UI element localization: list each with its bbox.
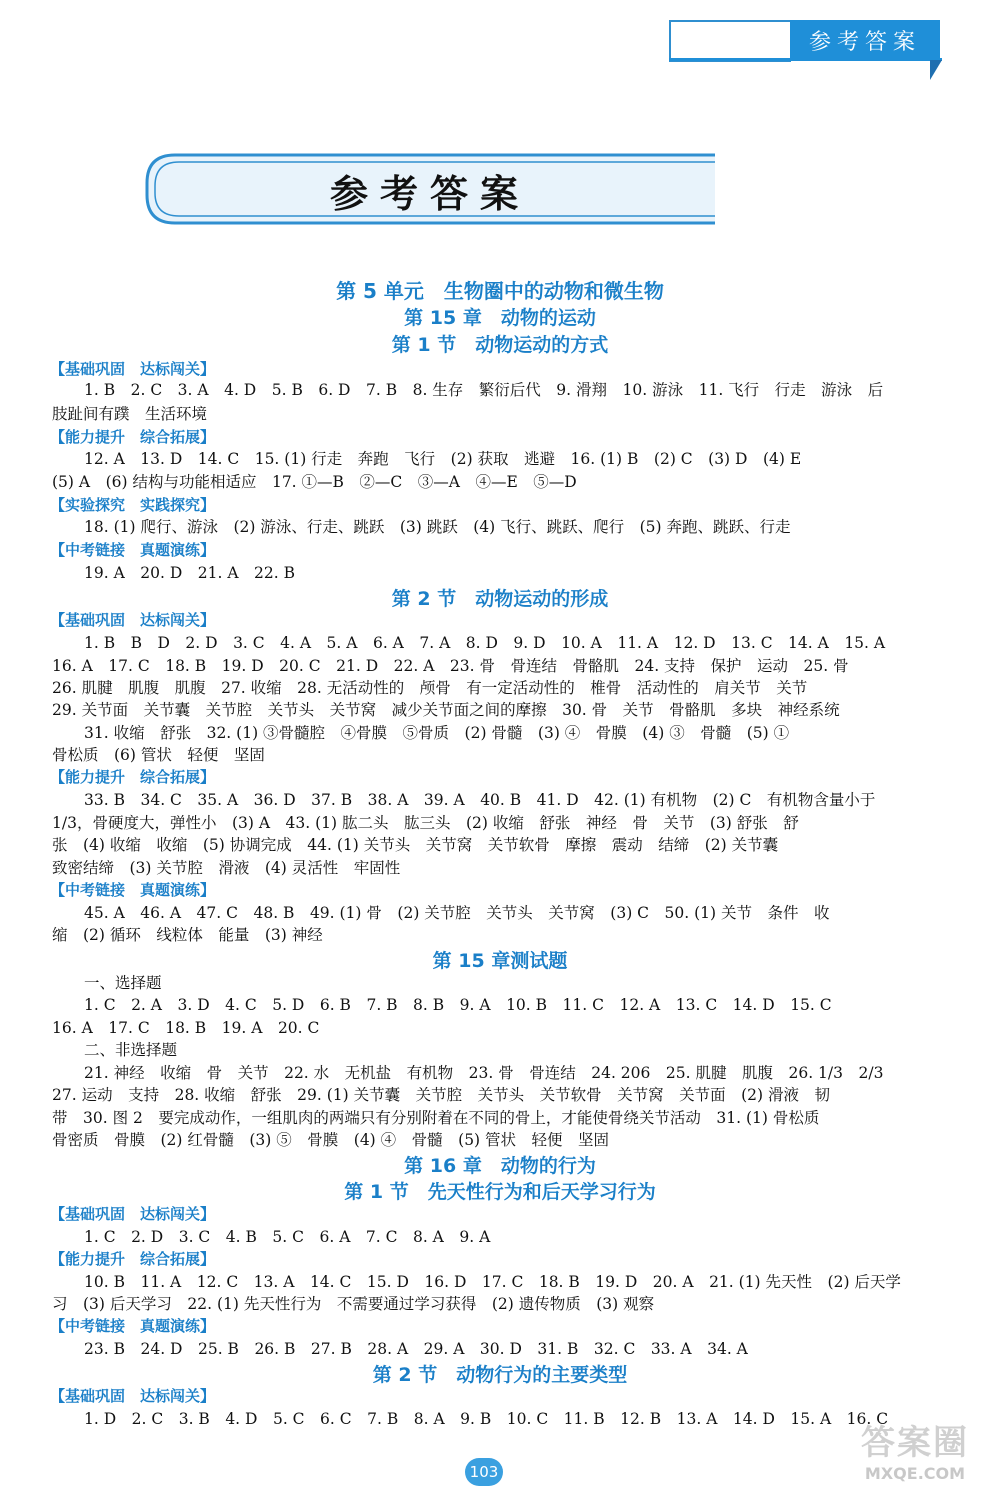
section-label: 一、选择题 bbox=[84, 974, 162, 992]
title-banner bbox=[145, 153, 715, 225]
page-number: 103 bbox=[465, 1458, 503, 1486]
answer-line: 23. B 24. D 25. B 26. B 27. B 28. A 29. A 30. D 31. B 32. C 33. A 34. A bbox=[84, 1340, 748, 1358]
section-2-heading: 第 2 节 动物运动的形成 bbox=[391, 588, 609, 610]
tag-basic: 【基础巩固 达标闯关】 bbox=[50, 1387, 216, 1405]
answer-line: 10. B 11. A 12. C 13. A 14. C 15. D 16. D 17. C 18. B 19. D 20. A 21. (1) 先天性 (2) 后天学 bbox=[84, 1273, 901, 1291]
answer-line: 骨密质 骨膜 (2) 红骨髓 (3) ⑤ 骨膜 (4) ④ 骨髓 (5) 管状 轻便 坚固 bbox=[52, 1131, 610, 1149]
tag-exam: 【中考链接 真题演练】 bbox=[50, 1317, 216, 1335]
chapter-16-heading: 第 16 章 动物的行为 bbox=[404, 1155, 596, 1177]
header-tab: 参考答案 bbox=[790, 20, 940, 60]
header-box bbox=[669, 20, 791, 62]
header-tab-corner bbox=[930, 60, 942, 80]
answer-line: 1. D 2. C 3. B 4. D 5. C 6. C 7. B 8. A 9. B 10. C 11. B 12. B 13. A 14. D 15. A 16. C bbox=[84, 1410, 889, 1428]
answer-line: 1/3，骨硬度大，弹性小 (3) A 43. (1) 肱二头 肱三头 (2) 收缩 舒张 神经 骨 关节 (3) 舒张 舒 bbox=[52, 814, 799, 832]
answer-line: 1. B B D 2. D 3. C 4. A 5. A 6. A 7. A 8. D 9. D 10. A 11. A 12. D 13. C 14. A 15. A bbox=[84, 634, 886, 652]
answer-line: 习 (3) 后天学习 22. (1) 先天性行为 不需要通过学习获得 (2) 遗传物质 (3) 观察 bbox=[52, 1295, 655, 1313]
chapter-15-heading: 第 15 章 动物的运动 bbox=[404, 307, 596, 329]
answer-line: 26. 肌腱 肌腹 肌腹 27. 收缩 28. 无活动性的 颅骨 有一定活动性的 椎骨 活动性的 肩关节 关节 bbox=[52, 679, 808, 697]
answer-line: 12. A 13. D 14. C 15. (1) 行走 奔跑 飞行 (2) 获取 逃避 16. (1) B (2) C (3) D (4) E bbox=[84, 450, 802, 468]
tag-basic: 【基础巩固 达标闯关】 bbox=[50, 1205, 216, 1223]
answer-line: 1. C 2. D 3. C 4. B 5. C 6. A 7. C 8. A 9. A bbox=[84, 1228, 491, 1246]
answer-line: 27. 运动 支持 28. 收缩 舒张 29. (1) 关节囊 关节腔 关节头 关节软骨 关节窝 关节面 (2) 滑液 韧 bbox=[52, 1086, 831, 1104]
answer-line: 16. A 17. C 18. B 19. D 20. C 21. D 22. A 23. 骨 骨连结 骨骼肌 24. 支持 保护 运动 25. 骨 bbox=[52, 657, 849, 675]
tag-ability: 【能力提升 综合拓展】 bbox=[50, 768, 216, 786]
answer-line: (5) A (6) 结构与功能相适应 17. ①—B ②—C ③—A ④—E ⑤—D bbox=[52, 473, 577, 491]
answer-line: 18. (1) 爬行、游泳 (2) 游泳、行走、跳跃 (3) 跳跃 (4) 飞行、跳跃、爬行 (5) 奔跑、跳跃、行走 bbox=[84, 518, 791, 536]
answer-line: 21. 神经 收缩 骨 关节 22. 水 无机盐 有机物 23. 骨 骨连结 24. 206 25. 肌腱 肌腹 26. 1/3 2/3 bbox=[84, 1064, 884, 1082]
answer-line: 16. A 17. C 18. B 19. A 20. C bbox=[52, 1019, 320, 1037]
answer-line: 肢趾间有蹼 生活环境 bbox=[52, 405, 208, 423]
page-title: 参考答案 bbox=[329, 171, 530, 216]
section-1-heading: 第 1 节 动物运动的方式 bbox=[391, 334, 609, 356]
answer-line: 缩 (2) 循环 线粒体 能量 (3) 神经 bbox=[52, 926, 323, 944]
tag-exam: 【中考链接 真题演练】 bbox=[50, 541, 216, 559]
answer-line: 31. 收缩 舒张 32. (1) ③骨髓腔 ④骨膜 ⑤骨质 (2) 骨髓 (3) ④ 骨膜 (4) ③ 骨髓 (5) ① bbox=[84, 724, 790, 742]
chapter-16-section-2-heading: 第 2 节 动物行为的主要类型 bbox=[372, 1364, 628, 1386]
tag-basic: 【基础巩固 达标闯关】 bbox=[50, 611, 216, 629]
tag-ability: 【能力提升 综合拓展】 bbox=[50, 428, 216, 446]
watermark-logo-text: 答案圈 bbox=[861, 1423, 969, 1463]
chapter-15-test-heading: 第 15 章测试题 bbox=[432, 950, 568, 972]
chapter-16-section-1-heading: 第 1 节 先天性行为和后天学习行为 bbox=[344, 1181, 656, 1203]
watermark bbox=[830, 1415, 1000, 1495]
answer-line: 19. A 20. D 21. A 22. B bbox=[84, 564, 296, 582]
unit-heading: 第 5 单元 生物圈中的动物和微生物 bbox=[336, 279, 664, 303]
answer-line: 45. A 46. A 47. C 48. B 49. (1) 骨 (2) 关节腔 关节头 关节窝 (3) C 50. (1) 关节 条件 收 bbox=[84, 904, 830, 922]
answer-line: 33. B 34. C 35. A 36. D 37. B 38. A 39. A 40. B 41. D 42. (1) 有机物 (2) C 有机物含量小于 bbox=[84, 791, 876, 809]
answer-line: 1. C 2. A 3. D 4. C 5. D 6. B 7. B 8. B 9. A 10. B 11. C 12. A 13. C 14. D 15. C bbox=[84, 996, 832, 1014]
section-label: 二、非选择题 bbox=[84, 1041, 178, 1059]
tag-ability: 【能力提升 综合拓展】 bbox=[50, 1250, 216, 1268]
tag-basic: 【基础巩固 达标闯关】 bbox=[50, 360, 216, 378]
answer-line: 张 (4) 收缩 收缩 (5) 协调完成 44. (1) 关节头 关节窝 关节软骨 摩擦 震动 结缔 (2) 关节囊 bbox=[52, 836, 779, 854]
tag-practice: 【实验探究 实践探究】 bbox=[50, 496, 216, 514]
watermark-url: MXQE.COM bbox=[864, 1464, 966, 1483]
answer-line: 1. B 2. C 3. A 4. D 5. B 6. D 7. B 8. 生存 繁衍后代 9. 滑翔 10. 游泳 11. 飞行 行走 游泳 后 bbox=[84, 381, 884, 399]
answer-line: 骨松质 (6) 管状 轻便 坚固 bbox=[52, 746, 265, 764]
answer-line: 致密结缔 (3) 关节腔 滑液 (4) 灵活性 牢固性 bbox=[52, 859, 401, 877]
answer-line: 带 30. 图 2 要完成动作，一组肌肉的两端只有分别附着在不同的骨上，才能使骨绕关节活动 31. (1) 骨松质 bbox=[52, 1109, 820, 1127]
answer-line: 29. 关节面 关节囊 关节腔 关节头 关节窝 减少关节面之间的摩擦 30. 骨 关节 骨骼肌 多块 神经系统 bbox=[52, 701, 840, 719]
tag-exam: 【中考链接 真题演练】 bbox=[50, 881, 216, 899]
